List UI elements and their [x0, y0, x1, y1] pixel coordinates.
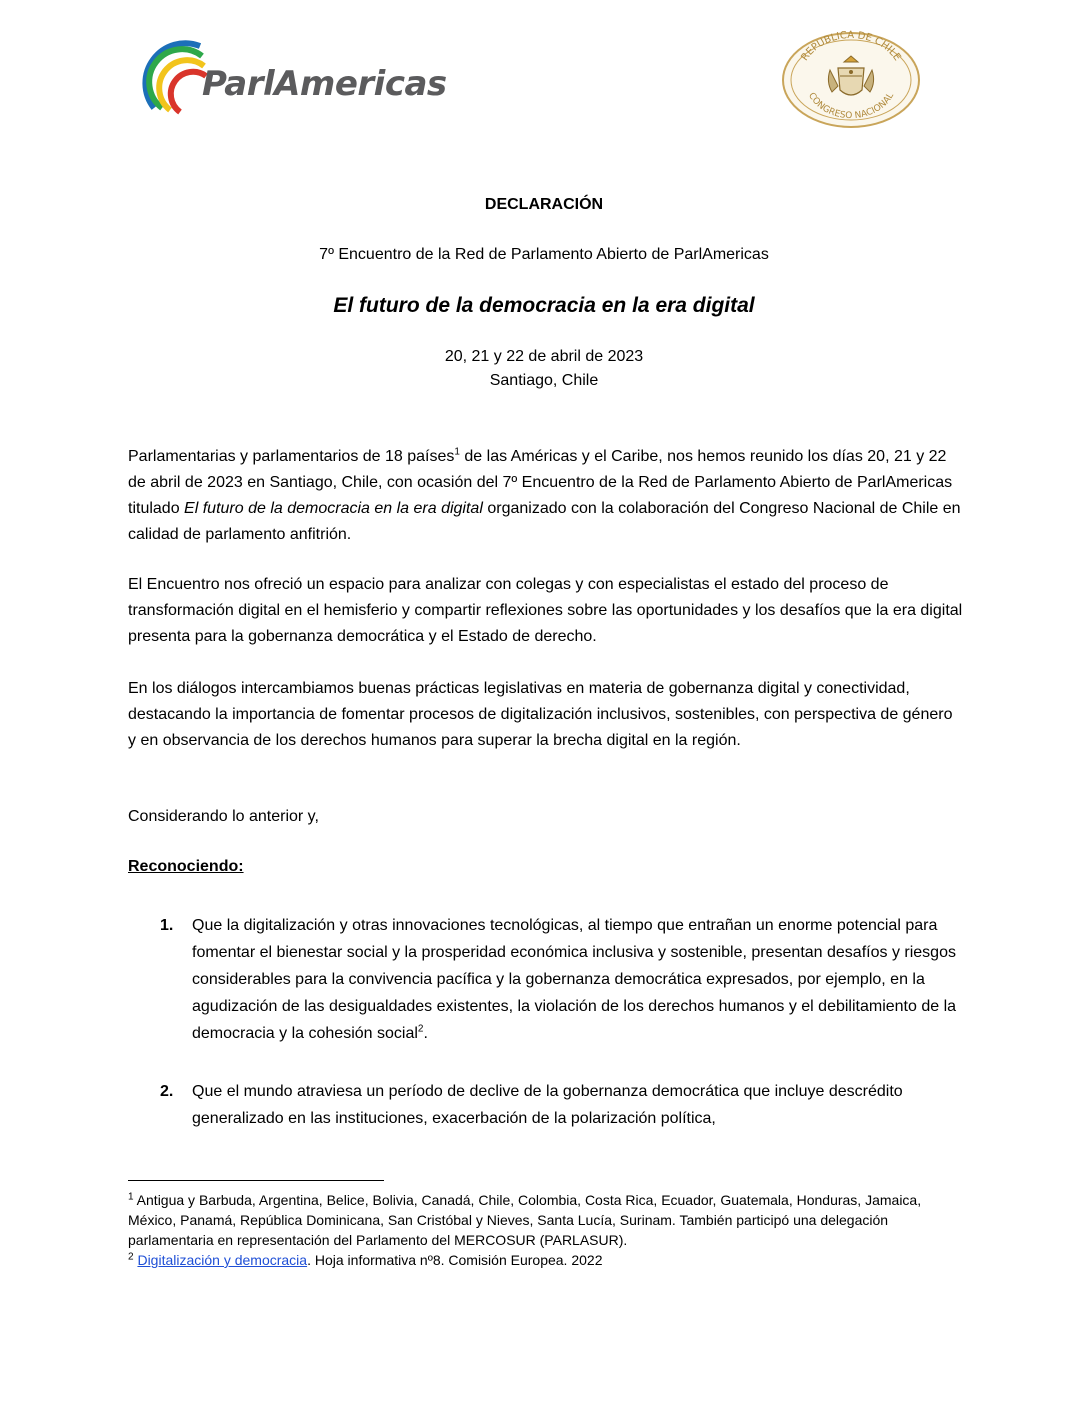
footnotes: [128, 1190, 968, 1270]
footnote-ref-2[interactable]: 2: [417, 1023, 424, 1035]
intro-text-c: organizado con la colaboración del Congreso Nacional de Chile en calidad de parlamento anfitrión.: [128, 500, 961, 543]
event-name: 7º Encuentro de la Red de Parlamento Abierto de ParlAmericas: [319, 246, 769, 263]
intro-italic-title: El futuro de la democracia en la era digital: [184, 500, 483, 517]
event-dates: 20, 21 y 22 de abril de 2023: [444, 348, 644, 365]
footnote-2: [128, 1250, 968, 1270]
document-title: DECLARACIÓN: [484, 196, 604, 213]
parlamericas-wordmark: ParlAmericas: [202, 64, 447, 104]
intro-text-a: Parlamentarias y parlamentarios de 18 países: [128, 448, 455, 465]
seal-bottom-text: CONGRESO NACIONAL: [805, 91, 897, 122]
list-item-1-end: .: [423, 1025, 428, 1042]
footnote-divider: [128, 1180, 384, 1181]
congreso-nacional-seal: [780, 30, 922, 130]
footnote-2-text: . Hoja informativa nº8. Comisión Europea. 2022: [307, 1252, 603, 1268]
list-item-1-body: Que la digitalización y otras innovaciones tecnológicas, al tiempo que entrañan un enorme potencial para fomentar el bienestar social y la prosperidad económica inclusiva y sostenible, presentan desafíos y riesgos considerables para la convivencia pacífica y la gobernanza democrática expresados, por ejemplo, en la agudización de las desigualdades existentes, la violación de los derechos humanos y el debilitamiento de la democracia y la cohesión social: [192, 917, 957, 1042]
footnote-2-link[interactable]: Digitalización y democracia: [137, 1252, 308, 1268]
event-place: Santiago, Chile: [489, 372, 599, 389]
paragraph-4: Considerando lo anterior y,: [128, 808, 319, 825]
footnote-2-mark: 2: [128, 1251, 134, 1263]
paragraph-2: El Encuentro nos ofreció un espacio para analizar con colegas y con especialistas el estado del proceso de transformación digital en el hemisferio y compartir reflexiones sobre las oportunidades y los desafíos que la era digital presenta para la gobernanza democrática y el Estado de derecho.: [128, 576, 963, 645]
intro-text-b: de las Américas y el Caribe, nos hemos reunido los días 20, 21 y 22 de abril de 2023 en Santiago, Chile, con ocasión del 7º Encuentro de la Red de Parlamento Abierto de ParlAmericas titulado: [128, 448, 953, 517]
parlamericas-arcs-icon: [140, 38, 210, 124]
footnote-ref-1[interactable]: 1: [454, 446, 460, 458]
list-item-text: [192, 912, 962, 1047]
footnote-1-mark: 1: [128, 1191, 134, 1203]
intro-paragraph: [128, 444, 964, 548]
parlamericas-logo: [140, 38, 470, 124]
list-item-number: 1.: [160, 917, 174, 934]
footnote-1-text: Antigua y Barbuda, Argentina, Belice, Bolivia, Canadá, Chile, Colombia, Costa Rica, Ecuador, Guatemala, Honduras, Jamaica, México, Panamá, República Dominicana, San Cristóbal y Nieves, Santa Lucía, Surinam. También participó una delegación parlamentaria en representación del Parlamento del MERCOSUR (PARLASUR).: [128, 1192, 922, 1248]
paragraph-3: En los diálogos intercambiamos buenas prácticas legislativas en materia de gobernanza digital y conectividad, destacando la importancia de fomentar procesos de digitalización inclusivos, sostenibles, con perspectiva de género y en observancia de los derechos humanos para superar la brecha digital en la región.: [128, 680, 953, 749]
seal-top-text: REPUBLICA DE CHILE: [799, 30, 903, 64]
reconociendo-heading: Reconociendo:: [128, 858, 244, 875]
list-item-text: Que el mundo atraviesa un período de declive de la gobernanza democrática que incluye descrédito generalizado en las instituciones, exacerbación de la polarización política,: [192, 1083, 903, 1127]
event-theme: El futuro de la democracia en la era digital: [333, 294, 755, 317]
list-item-number: 2.: [160, 1083, 174, 1100]
footnote-1: [128, 1190, 968, 1250]
